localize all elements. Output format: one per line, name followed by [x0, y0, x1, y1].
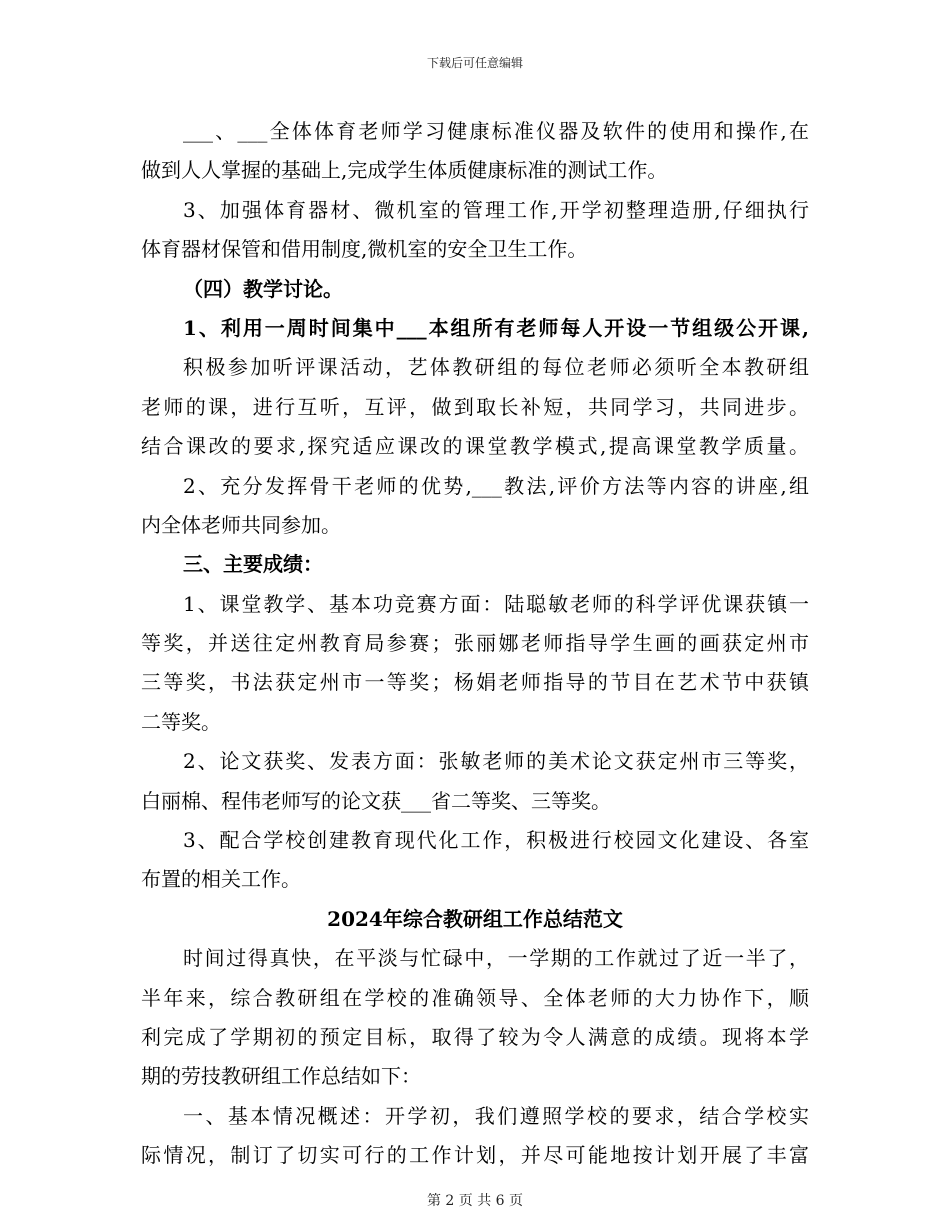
paragraph-line: 2、论文获奖、发表方面：张敏老师的美术论文获定州市三等奖， — [183, 749, 809, 774]
page-footer: 第 2 页 共 6 页 — [426, 1193, 524, 1209]
paragraph-line: 布置的相关工作。 — [141, 867, 301, 892]
paragraph-line: 半年来，综合教研组在学校的准确领导、全体老师的大力协作下，顺 — [141, 985, 809, 1010]
paragraph-line: 白丽棉、程伟老师写的论文获___省二等奖、三等奖。 — [141, 788, 611, 813]
page-header: 下载后可任意编辑 — [426, 56, 523, 70]
paragraph-line: 二等奖。 — [141, 709, 221, 734]
paragraph-line: 一、基本情况概述：开学初，我们遵照学校的要求，结合学校实 — [183, 1103, 809, 1128]
paragraph-line: 内全体老师共同参加。 — [141, 512, 341, 537]
paragraph-line: 三等奖，书法获定州市一等奖；杨娟老师指导的节目在艺术节中获镇 — [141, 670, 809, 695]
document-body — [141, 112, 809, 1176]
paragraph-line: 做到人人掌握的基础上,完成学生体质健康标准的测试工作。 — [141, 158, 668, 183]
paragraph-line: 2、充分发挥骨干老师的优势,___教法,评价方法等内容的讲座,组 — [183, 473, 809, 498]
paragraph-line: ___、___全体体育老师学习健康标准仪器及软件的使用和操作,在 — [183, 119, 809, 143]
paragraph-line: 际情况，制订了切实可行的工作计划，并尽可能地按计划开展了丰富 — [141, 1143, 809, 1168]
section-heading: 三、主要成绩： — [183, 552, 323, 577]
paragraph-line: 结合课改的要求,探究适应课改的课堂教学模式,提高课堂教学质量。 — [141, 434, 809, 459]
paragraph-line: 3、加强体育器材、微机室的管理工作,开学初整理造册,仔细执行 — [183, 197, 809, 222]
paragraph-line: 3、配合学校创建教育现代化工作，积极进行校园文化建设、各室 — [183, 828, 809, 853]
paragraph-line: 等奖，并送往定州教育局参赛；张丽娜老师指导学生画的画获定州市 — [141, 631, 809, 656]
article-title: 2024年综合教研组工作总结范文 — [327, 906, 623, 931]
section-heading: （四）教学讨论。 — [183, 276, 343, 301]
paragraph-line: 积极参加听评课活动，艺体教研组的每位老师必须听全本教研组 — [183, 355, 809, 380]
paragraph-line: 期的劳技教研组工作总结如下： — [141, 1064, 421, 1089]
paragraph-line: 利完成了学期初的预定目标，取得了较为令人满意的成绩。现将本学 — [141, 1024, 809, 1049]
paragraph-line: 1、课堂教学、基本功竞赛方面：陆聪敏老师的科学评优课获镇一 — [183, 591, 809, 616]
paragraph-line: 时间过得真快，在平淡与忙碌中，一学期的工作就过了近一半了， — [183, 946, 809, 971]
paragraph-line: 体育器材保管和借用制度,微机室的安全卫生工作。 — [141, 237, 588, 262]
paragraph-line: 1、利用一周时间集中___本组所有老师每人开设一节组级公开课, — [183, 315, 809, 340]
paragraph-line: 老师的课，进行互听，互评，做到取长补短，共同学习，共同进步。 — [141, 394, 809, 419]
